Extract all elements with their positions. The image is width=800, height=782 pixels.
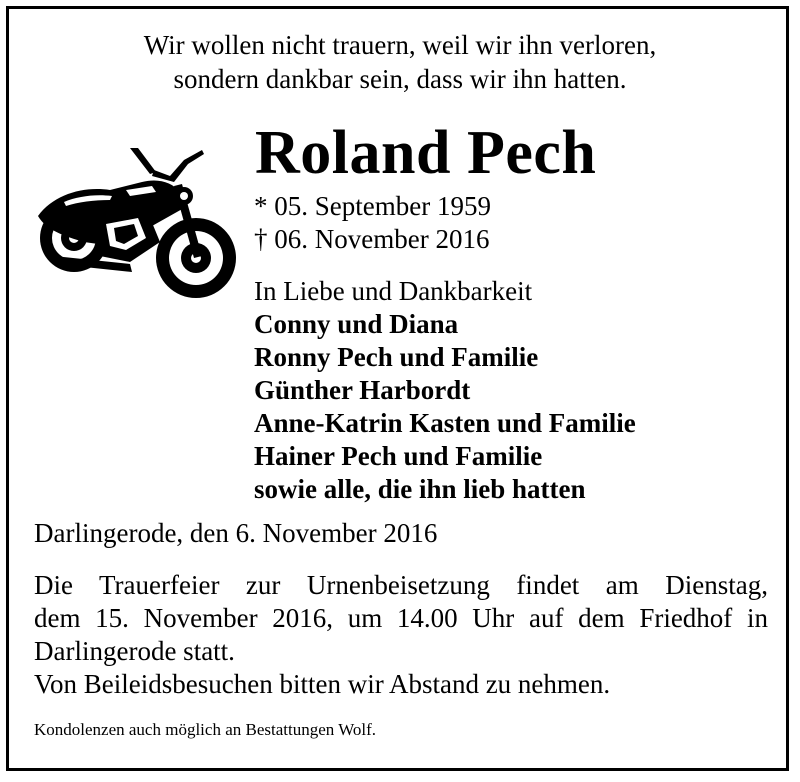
mourner-name: Conny und Diana: [254, 309, 459, 339]
mourner-name: Günther Harbordt: [254, 375, 471, 405]
birth-date: * 05. September 1959: [254, 191, 491, 221]
life-dates: [254, 190, 491, 256]
visit-note: Von Beileidsbesuchen bitten wir Abstand zu nehmen.: [34, 669, 611, 699]
mourner-name: Anne-Katrin Kasten und Familie: [254, 408, 636, 438]
condolence-note: Kondolenzen auch möglich an Bestattungen Wolf.: [34, 720, 377, 739]
mourners-list: [254, 308, 636, 506]
mourner-name: sowie alle, die ihn lieb hatten: [254, 474, 586, 504]
mourners-intro: In Liebe und Dankbarkeit: [254, 276, 533, 306]
death-date: † 06. November 2016: [254, 224, 490, 254]
quote-line-1: Wir wollen nicht trauern, weil wir ihn verloren,: [143, 30, 657, 60]
quote-line-2: sondern dankbar sein, dass wir ihn hatten.: [173, 64, 627, 94]
ceremony-details: [34, 569, 768, 668]
mourner-name: Ronny Pech und Familie: [254, 342, 539, 372]
motorcycle-icon: [34, 146, 236, 306]
deceased-name: Roland Pech: [255, 119, 597, 187]
place-and-date: Darlingerode, den 6. November 2016: [34, 518, 438, 548]
mourner-name: Hainer Pech und Familie: [254, 441, 543, 471]
ceremony-line-3: Darlingerode statt.: [34, 636, 235, 666]
memorial-quote: [0, 28, 800, 96]
ceremony-line-1: Die Trauerfeier zur Urnenbeisetzung findet am Dienstag,: [34, 570, 768, 600]
ceremony-line-2: dem 15. November 2016, um 14.00 Uhr auf dem Friedhof in: [34, 603, 768, 633]
